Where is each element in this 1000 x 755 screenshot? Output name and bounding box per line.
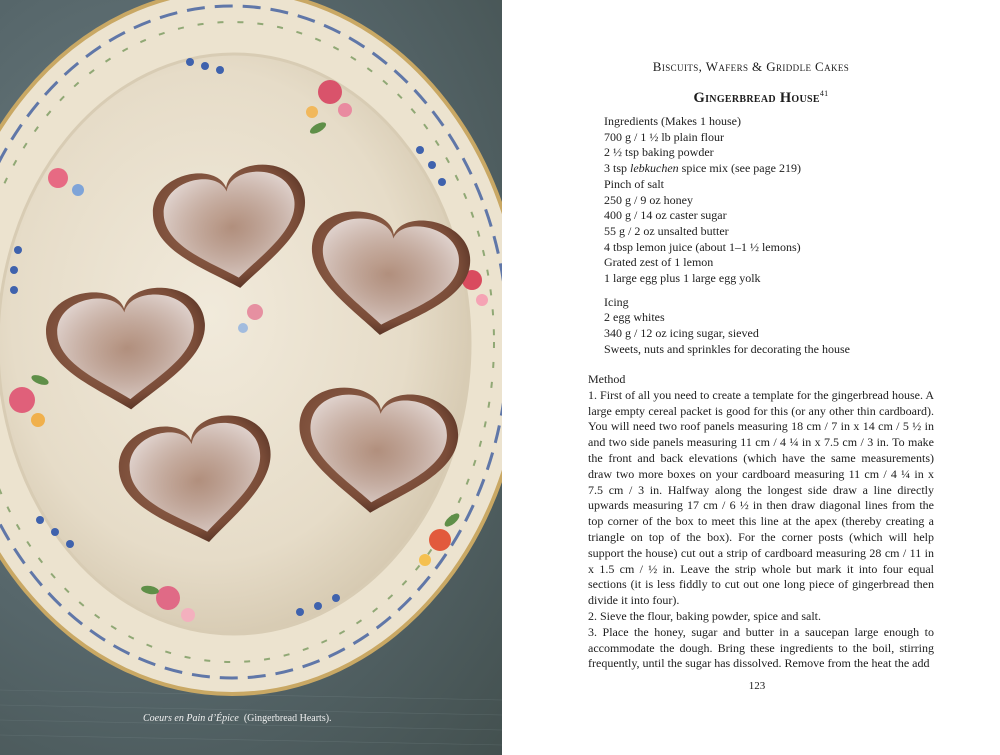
method-step: 3. Place the honey, sugar and butter in a saucepan large enough to accommodate the dough. Bring these ingredients to the boil, stirring frequently, until the sugar has dissolved. Remove from the heat the add <box>588 624 934 671</box>
photo-caption <box>143 713 332 724</box>
ingredient-line: 2 ½ tsp baking powder <box>604 145 714 160</box>
method-step: 2. Sieve the flour, baking powder, spice and salt. <box>588 608 821 623</box>
icing-line: 340 g / 12 oz icing sugar, sieved <box>604 326 759 341</box>
ingredients-list <box>604 114 944 358</box>
method-step: 1. First of all you need to create a template for the gingerbread house. A large empty cereal packet is good for this (or any other thin cardboard). You will need two roof panels measuring 18 cm / 7 in x 14 cm / 5 ½ in and two side panels measuring 11 cm / 4 ¼ in x 7.5 cm / 3 in. To make the front and back elevations (which have the same measurements) draw two more boxes on your cardboard measuring 11 cm / 4 ¼ in x 7.5 cm / 3 in. Halfway along the longest side draw a line directly upwards measuring 17 cm / 6 ½ in then draw diagonal lines from the top corner of the box to meet this line at the apex (thereby creating a triangle on top of the box). For the corner posts (which will help support the house) cut out a strip of cardboard measuring 28 cm / 11 in x 1.5 cm / ½ in. Leave the strip whole but mark it into four equal sections (it is less fiddly to cut out one long piece of gingerbread then divide it into four). <box>588 387 934 608</box>
icing-heading: Icing <box>604 294 629 309</box>
ingredient-line-spice: 3 tsp lebkuchen spice mix (see page 219) <box>604 161 801 176</box>
recipe-title <box>502 89 1000 107</box>
recipe-title-text: Gingerbread House <box>693 89 820 106</box>
ingredient-line: 4 tbsp lemon juice (about 1–1 ½ lemons) <box>604 239 801 254</box>
ingredients-heading: Ingredients (Makes 1 house) <box>604 114 741 128</box>
ingredient-line: 400 g / 14 oz caster sugar <box>604 208 727 223</box>
caption-italic: Coeurs en Pain d’Épice <box>143 713 239 724</box>
running-head: Biscuits, Wafers & Griddle Cakes <box>652 59 850 74</box>
ingredient-line: 700 g / 1 ½ lb plain flour <box>604 129 724 144</box>
icing-line: Sweets, nuts and sprinkles for decorating the house <box>604 341 850 356</box>
method-heading: Method <box>588 372 626 386</box>
page-number: 123 <box>748 680 766 692</box>
ingredient-line: 55 g / 2 oz unsalted butter <box>604 223 729 238</box>
caption-plain: (Gingerbread Hearts). <box>243 713 332 724</box>
icing-line: 2 egg whites <box>604 310 665 325</box>
ingredient-line: Grated zest of 1 lemon <box>604 255 714 270</box>
title-footnote-ref: 41 <box>819 89 829 98</box>
ingredient-line: Pinch of salt <box>604 176 664 191</box>
text-page <box>502 0 1000 755</box>
ingredient-line: 1 large egg plus 1 large egg yolk <box>604 271 761 286</box>
ingredient-line: 250 g / 9 oz honey <box>604 192 693 207</box>
ingredient-italic: lebkuchen <box>630 161 679 176</box>
method-section <box>588 372 934 672</box>
